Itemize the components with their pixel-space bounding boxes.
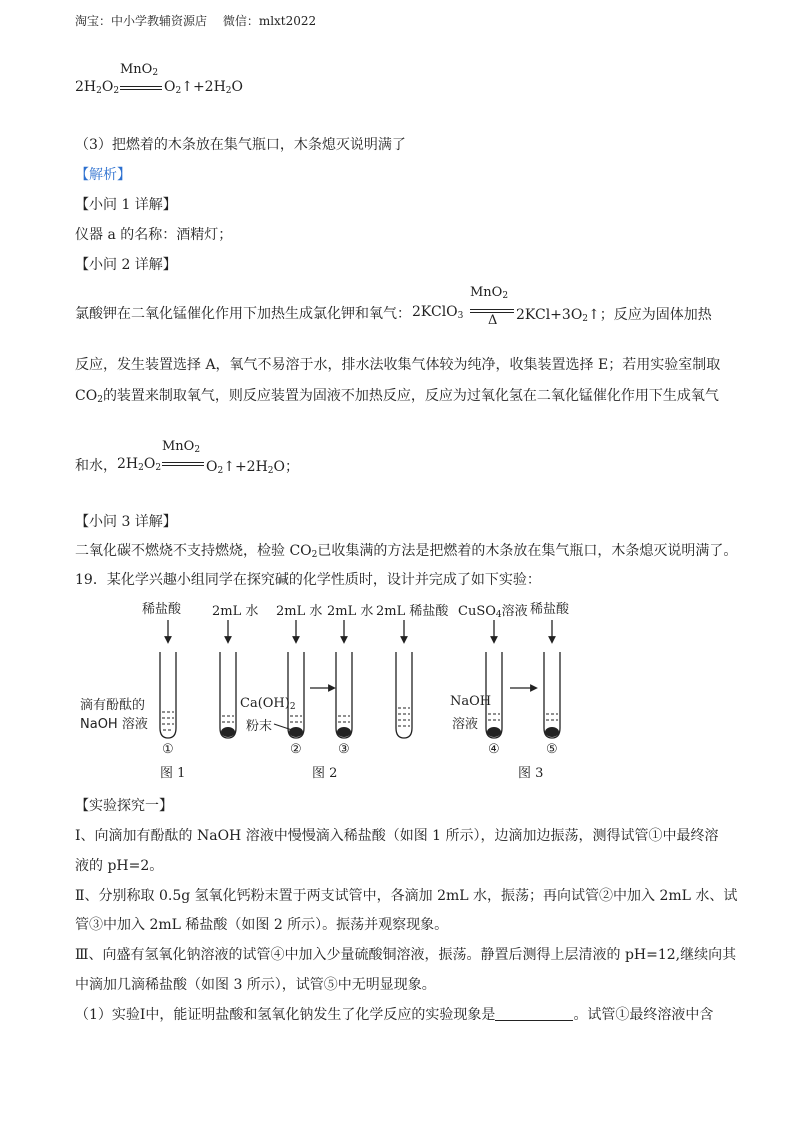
test-tube-4 bbox=[336, 652, 352, 738]
label-water-3: 2mL 水 bbox=[327, 604, 374, 619]
q2-text-2: 反应，发生装置选择 A，氧气不易溶于水，排水法收集气体较为纯净，收集装置选择 E；若用实验室制取 bbox=[75, 357, 721, 373]
step2-line2: 管③中加入 2mL 稀盐酸（如图 2 所示）。振荡并观察现象。 bbox=[75, 917, 449, 933]
step2-line1: Ⅱ、分别称取 0.5g 氢氧化钙粉末置于两支试管中，各滴加 2mL 水，振荡；再向试管②中加入 2mL 水、试 bbox=[75, 888, 738, 904]
tube-number-5: ⑤ bbox=[546, 742, 558, 757]
label-dilute-hcl-1: 稀盐酸 bbox=[142, 602, 182, 617]
tube-number-2: ② bbox=[290, 742, 302, 757]
q2-text-1: 氯酸钾在二氧化锰催化作用下加热生成氯化钾和氧气： bbox=[75, 306, 411, 322]
exp-inquiry-heading: 【实验探究一】 bbox=[75, 798, 173, 814]
test-tube-5 bbox=[396, 652, 412, 738]
equation-h2o2-2-left: $2H_2O_2$ bbox=[117, 456, 162, 473]
equation-h2o2-2-right: $O_2↑+2H_2O$； bbox=[206, 459, 300, 476]
q1-detail-heading: 【小问 1 详解】 bbox=[75, 197, 177, 213]
test-tube-1 bbox=[160, 652, 176, 738]
label-naoh-solution-2: 溶液 bbox=[452, 717, 479, 732]
step3-line1: Ⅲ、向盛有氢氧化钠溶液的试管④中加入少量硫酸铜溶液，振荡。静置后测得上层清液的 pH=12,继续向其 bbox=[75, 947, 737, 963]
figure-2-label: 图 2 bbox=[312, 766, 338, 781]
equation-kclo3-catalyst: MnO$_2$ bbox=[470, 285, 509, 301]
question-1-line: （1）实验Ⅰ中，能证明盐酸和氢氧化钠发生了化学反应的实验现象是 。试管①最终溶液中含 bbox=[75, 1007, 714, 1023]
test-tube-2 bbox=[220, 652, 236, 738]
step3-line2: 中滴加几滴稀盐酸（如图 3 所示），试管⑤中无明显现象。 bbox=[75, 977, 436, 993]
question-19: 19．某化学兴趣小组同学在探究碱的化学性质时，设计并完成了如下实验： bbox=[75, 572, 541, 588]
powder-3 bbox=[289, 727, 303, 737]
label-naoh: NaOH bbox=[450, 694, 492, 709]
equation-h2o2-2-catalyst: MnO$_2$ bbox=[162, 439, 201, 455]
equation-kclo3-right: $2KCl+3O_2↑$；反应为固体加热 bbox=[516, 307, 712, 324]
step1-line1: Ⅰ、向滴加有酚酞的 NaOH 溶液中慢慢滴入稀盐酸（如图 1 所示），边滴加边振荡，测得试管①中最终溶 bbox=[75, 828, 719, 844]
label-cuso4-solution: CuSO$_4$溶液 bbox=[458, 604, 528, 620]
label-naoh-solution-1: NaOH 溶液 bbox=[80, 717, 148, 732]
figure-3-label: 图 3 bbox=[518, 766, 544, 781]
tube-number-1: ① bbox=[162, 742, 174, 757]
test-tube-3 bbox=[288, 652, 304, 738]
equation-h2o2-2-line bbox=[162, 462, 204, 466]
equation-condition-line bbox=[120, 86, 162, 90]
q2-text-4: 和水， bbox=[75, 458, 117, 474]
label-powder: 粉末 bbox=[246, 719, 273, 734]
powder-2 bbox=[221, 727, 235, 737]
experiment-figure bbox=[78, 596, 722, 784]
precipitate-7 bbox=[545, 727, 559, 737]
label-water-1: 2mL 水 bbox=[212, 604, 259, 619]
equation-kclo3-heat: Δ bbox=[488, 313, 498, 328]
test-tube-7 bbox=[544, 652, 560, 738]
figure-1-label: 图 1 bbox=[160, 766, 186, 781]
q1-detail-text: 仪器 a 的名称：酒精灯； bbox=[75, 227, 233, 243]
q3-detail-heading: 【小问 3 详解】 bbox=[75, 514, 177, 530]
label-caoh2: $Ca(OH)_2$ bbox=[240, 696, 296, 712]
page-header: 淘宝：中小学教辅资源店 微信：mlxt2022 bbox=[75, 14, 317, 28]
q2-detail-heading: 【小问 2 详解】 bbox=[75, 257, 177, 273]
tube-number-3: ③ bbox=[338, 742, 350, 757]
answer-blank[interactable] bbox=[495, 1006, 573, 1021]
equation-h2o2-1: $2H_2O_2$ bbox=[75, 79, 120, 96]
label-phenolphthalein: 滴有酚酞的 bbox=[80, 698, 146, 713]
step1-line2: 液的 pH=2。 bbox=[75, 858, 164, 874]
label-dilute-hcl-2: 2mL 稀盐酸 bbox=[376, 604, 449, 619]
q3-detail-text: 二氧化碳不燃烧不支持燃烧，检验 $CO_2$已收集满的方法是把燃着的木条放在集气瓶口，木条熄灭说明满了。 bbox=[75, 543, 738, 560]
equation-products: $O_2↑+2H_2O$ bbox=[164, 79, 244, 96]
powder-4 bbox=[337, 727, 351, 737]
equation-kclo3-left: 2KClO$_3$ bbox=[412, 304, 464, 321]
answer-3: （3）把燃着的木条放在集气瓶口，木条熄灭说明满了 bbox=[75, 137, 406, 153]
label-dilute-hcl-3: 稀盐酸 bbox=[530, 602, 570, 617]
tube-number-4: ④ bbox=[488, 742, 500, 757]
label-water-2: 2mL 水 bbox=[276, 604, 323, 619]
q2-text-3: $CO_2$的装置来制取氧气，则反应装置为固液不加热反应，反应为过氧化氢在二氧化锰催化作用下生成氧气 bbox=[75, 388, 719, 405]
analysis-heading: 【解析】 bbox=[75, 167, 131, 183]
equation-catalyst-label: MnO$_2$ bbox=[120, 62, 159, 78]
precipitate-6 bbox=[487, 727, 501, 737]
